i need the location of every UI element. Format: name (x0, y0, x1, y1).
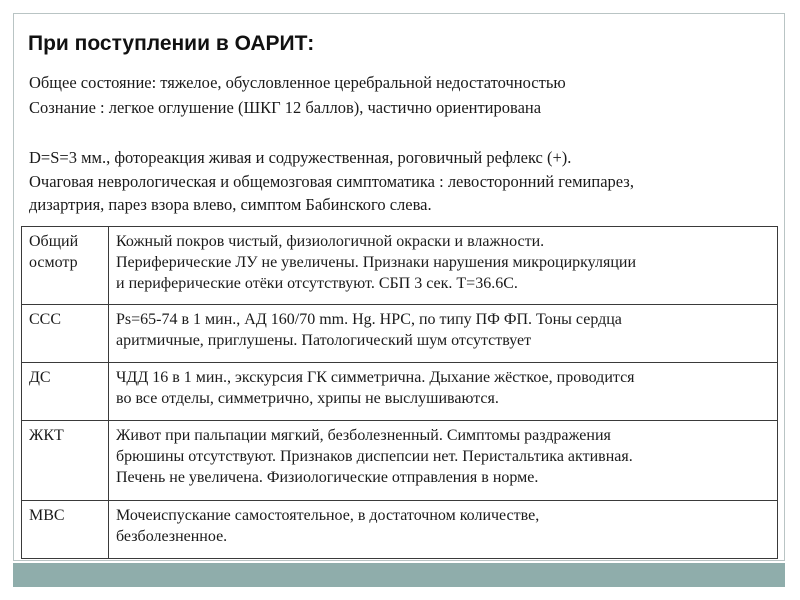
row-body-line: безболезненное. (116, 528, 228, 545)
row-body-general (109, 227, 778, 305)
row-header-general (22, 227, 109, 305)
row-header-text: ДС (29, 369, 51, 386)
row-header-text: Общий (29, 233, 79, 250)
row-body-respiratory (109, 363, 778, 421)
row-body-line: Ps=65-74 в 1 мин., АД 160/70 mm. Hg. НРС, по типу ПФ ФП. Тоны сердца (116, 311, 622, 328)
row-body-line: брюшины отсутствуют. Признаков диспепсии нет. Перистальтика активная. (116, 448, 633, 465)
neuro-symptoms-line: Очаговая неврологическая и общемозговая симптоматика : левосторонний гемипарез, (29, 172, 634, 191)
row-body-urinary (109, 501, 778, 559)
row-body-line: Периферические ЛУ не увеличены. Признаки нарушения микроциркуляции (116, 254, 637, 271)
pupils-line: D=S=3 мм., фотореакция живая и содружественная, роговичный рефлекс (+). (29, 148, 572, 167)
row-body-line: Живот при пальпации мягкий, безболезненный. Симптомы раздражения (116, 427, 611, 444)
neuro-symptoms-line-2: дизартрия, парез взора влево, симптом Бабинского слева. (29, 195, 432, 214)
row-body-cardio (109, 305, 778, 363)
row-body-line: ЧДД 16 в 1 мин., экскурсия ГК симметрична. Дыхание жёсткое, проводится (116, 369, 635, 386)
row-header-text: ЖКТ (29, 427, 64, 444)
footer-bar (13, 563, 785, 587)
row-header-cardio (22, 305, 109, 363)
page-title: При поступлении в ОАРИТ: (28, 32, 315, 55)
general-condition-line: Общее состояние: тяжелое, обусловленное церебральной недостаточностью (29, 73, 566, 92)
table-row (22, 421, 778, 501)
row-body-line: Мочеиспускание самостоятельное, в достаточном количестве, (116, 507, 540, 524)
row-body-line: Кожный покров чистый, физиологичной окраски и влажности. (116, 233, 545, 250)
table-row (22, 501, 778, 559)
row-header-gi (22, 421, 109, 501)
row-body-line: и периферические отёки отсутствуют. СБП 3 сек. Т=36.6С. (116, 275, 518, 292)
slide (13, 13, 785, 561)
consciousness-line: Сознание : легкое оглушение (ШКГ 12 баллов), частично ориентирована (29, 98, 542, 117)
row-header-text: МВС (29, 507, 65, 524)
row-body-line: Печень не увеличена. Физиологические отправления в норме. (116, 469, 539, 486)
table-row (22, 363, 778, 421)
examination-table (21, 226, 778, 559)
row-body-line: аритмичные, приглушены. Патологический шум отсутствует (116, 332, 532, 349)
row-header-respiratory (22, 363, 109, 421)
row-body-gi (109, 421, 778, 501)
row-header-text: осмотр (29, 254, 78, 271)
row-header-text: ССС (29, 311, 62, 328)
table-row (22, 305, 778, 363)
row-body-line: во все отделы, симметрично, хрипы не выслушиваются. (116, 390, 499, 407)
table-row (22, 227, 778, 305)
row-header-urinary (22, 501, 109, 559)
